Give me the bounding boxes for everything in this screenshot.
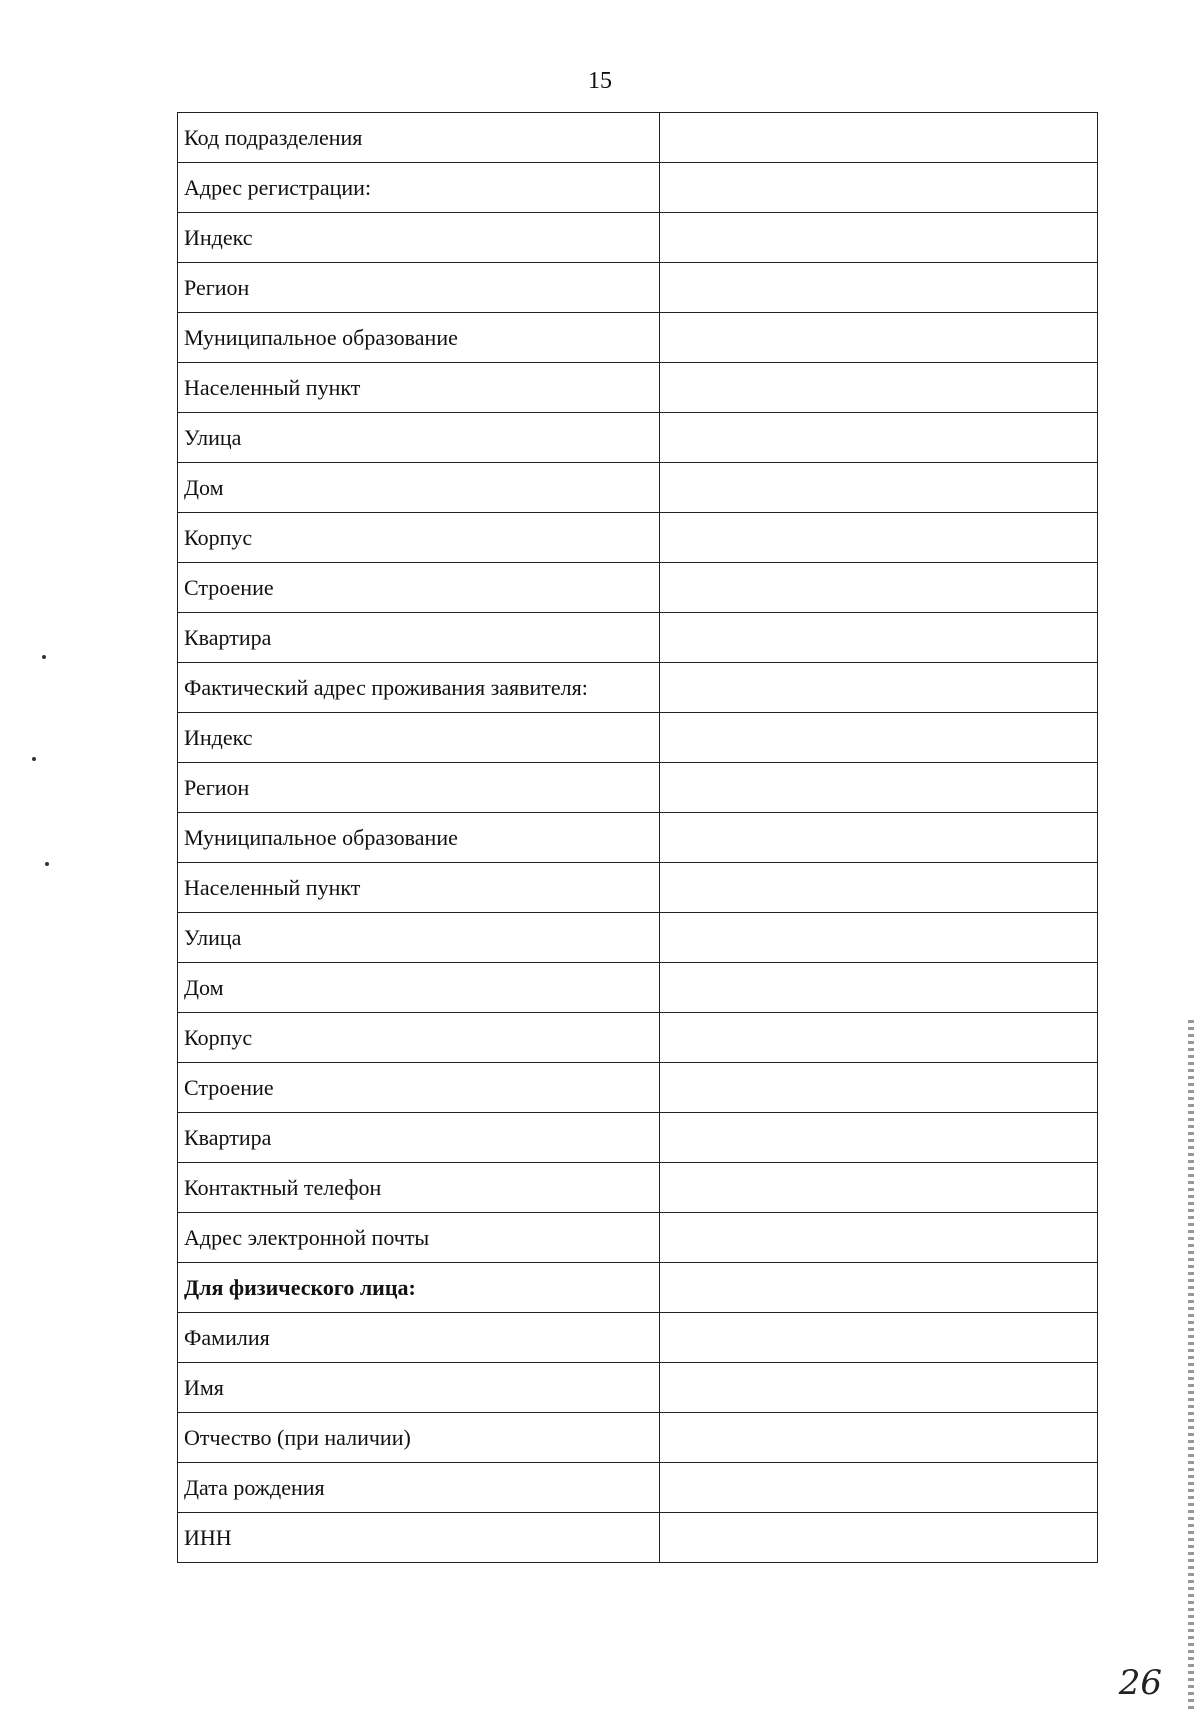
scan-speck — [45, 862, 49, 866]
scan-speck — [42, 655, 46, 659]
form-row — [178, 513, 1098, 563]
form-row-value-field[interactable] — [660, 1113, 1098, 1163]
form-row — [178, 463, 1098, 513]
form-row — [178, 863, 1098, 913]
form-row-label: Улица — [178, 413, 660, 463]
form-row-value-field[interactable] — [660, 1013, 1098, 1063]
form-row-label: Контактный телефон — [178, 1163, 660, 1213]
form-row-value-field[interactable] — [660, 313, 1098, 363]
form-row-value-field[interactable] — [660, 1363, 1098, 1413]
form-row — [178, 613, 1098, 663]
form-row-label: Адрес регистрации: — [178, 163, 660, 213]
form-row-value-field[interactable] — [660, 213, 1098, 263]
form-row-label: Строение — [178, 563, 660, 613]
form-row-label: Корпус — [178, 1013, 660, 1063]
form-row — [178, 1313, 1098, 1363]
form-row — [178, 713, 1098, 763]
form-row-label: Фактический адрес проживания заявителя: — [178, 663, 660, 713]
scan-edge-shadow — [1188, 1020, 1194, 1710]
form-row-value-field[interactable] — [660, 963, 1098, 1013]
form-row-label: Квартира — [178, 613, 660, 663]
form-row-value-field[interactable] — [660, 1463, 1098, 1513]
form-row-value-field[interactable] — [660, 663, 1098, 713]
form-row-value-field[interactable] — [660, 713, 1098, 763]
form-row-value-field[interactable] — [660, 163, 1098, 213]
applicant-form-table — [177, 112, 1098, 1563]
form-row — [178, 1113, 1098, 1163]
form-row-value-field[interactable] — [660, 363, 1098, 413]
form-row-label: Индекс — [178, 713, 660, 763]
form-row-label: Корпус — [178, 513, 660, 563]
form-row — [178, 963, 1098, 1013]
form-row — [178, 913, 1098, 963]
form-row-value-field[interactable] — [660, 1213, 1098, 1263]
form-row-label: Индекс — [178, 213, 660, 263]
form-row — [178, 213, 1098, 263]
form-row-value-field[interactable] — [660, 563, 1098, 613]
scan-speck — [32, 757, 36, 761]
form-row — [178, 1413, 1098, 1463]
form-row — [178, 413, 1098, 463]
form-row-label: Квартира — [178, 1113, 660, 1163]
form-row — [178, 313, 1098, 363]
form-row — [178, 113, 1098, 163]
form-row-label: Муниципальное образование — [178, 313, 660, 363]
form-row-value-field[interactable] — [660, 1313, 1098, 1363]
form-row-value-field[interactable] — [660, 763, 1098, 813]
form-row — [178, 1163, 1098, 1213]
form-row-label: Строение — [178, 1063, 660, 1113]
form-row — [178, 363, 1098, 413]
form-row-value-field[interactable] — [660, 913, 1098, 963]
form-row — [178, 1063, 1098, 1113]
handwritten-page-mark: 26 — [1118, 1663, 1162, 1703]
form-row-value-field[interactable] — [660, 813, 1098, 863]
form-row — [178, 663, 1098, 713]
form-row-label: Код подразделения — [178, 113, 660, 163]
form-row-label: Населенный пункт — [178, 363, 660, 413]
form-row-label: Регион — [178, 763, 660, 813]
form-row-label: Отчество (при наличии) — [178, 1413, 660, 1463]
form-row-value-field[interactable] — [660, 863, 1098, 913]
form-row-value-field[interactable] — [660, 1513, 1098, 1563]
form-row-value-field[interactable] — [660, 1263, 1098, 1313]
form-row — [178, 1513, 1098, 1563]
form-row-label: Дом — [178, 463, 660, 513]
form-row — [178, 1013, 1098, 1063]
form-row-label: Муниципальное образование — [178, 813, 660, 863]
form-row — [178, 763, 1098, 813]
form-row-value-field[interactable] — [660, 463, 1098, 513]
form-row-label: Для физического лица: — [178, 1263, 660, 1313]
form-row-value-field[interactable] — [660, 1163, 1098, 1213]
form-table-body — [178, 113, 1098, 1563]
form-row-label: Дата рождения — [178, 1463, 660, 1513]
form-row — [178, 1263, 1098, 1313]
form-row — [178, 563, 1098, 613]
form-row-label: Улица — [178, 913, 660, 963]
form-row-value-field[interactable] — [660, 113, 1098, 163]
form-row-label: Населенный пункт — [178, 863, 660, 913]
form-row-value-field[interactable] — [660, 1063, 1098, 1113]
form-row — [178, 1463, 1098, 1513]
form-row-value-field[interactable] — [660, 413, 1098, 463]
form-row-value-field[interactable] — [660, 513, 1098, 563]
form-row-value-field[interactable] — [660, 1413, 1098, 1463]
form-row — [178, 1213, 1098, 1263]
form-row — [178, 813, 1098, 863]
page-number: 15 — [588, 68, 612, 94]
form-row-label: Адрес электронной почты — [178, 1213, 660, 1263]
form-row-label: Имя — [178, 1363, 660, 1413]
form-row-label: Регион — [178, 263, 660, 313]
form-row-label: Дом — [178, 963, 660, 1013]
form-row-label: ИНН — [178, 1513, 660, 1563]
form-row — [178, 263, 1098, 313]
form-row-value-field[interactable] — [660, 613, 1098, 663]
form-row — [178, 1363, 1098, 1413]
form-row-label: Фамилия — [178, 1313, 660, 1363]
form-row-value-field[interactable] — [660, 263, 1098, 313]
form-row — [178, 163, 1098, 213]
